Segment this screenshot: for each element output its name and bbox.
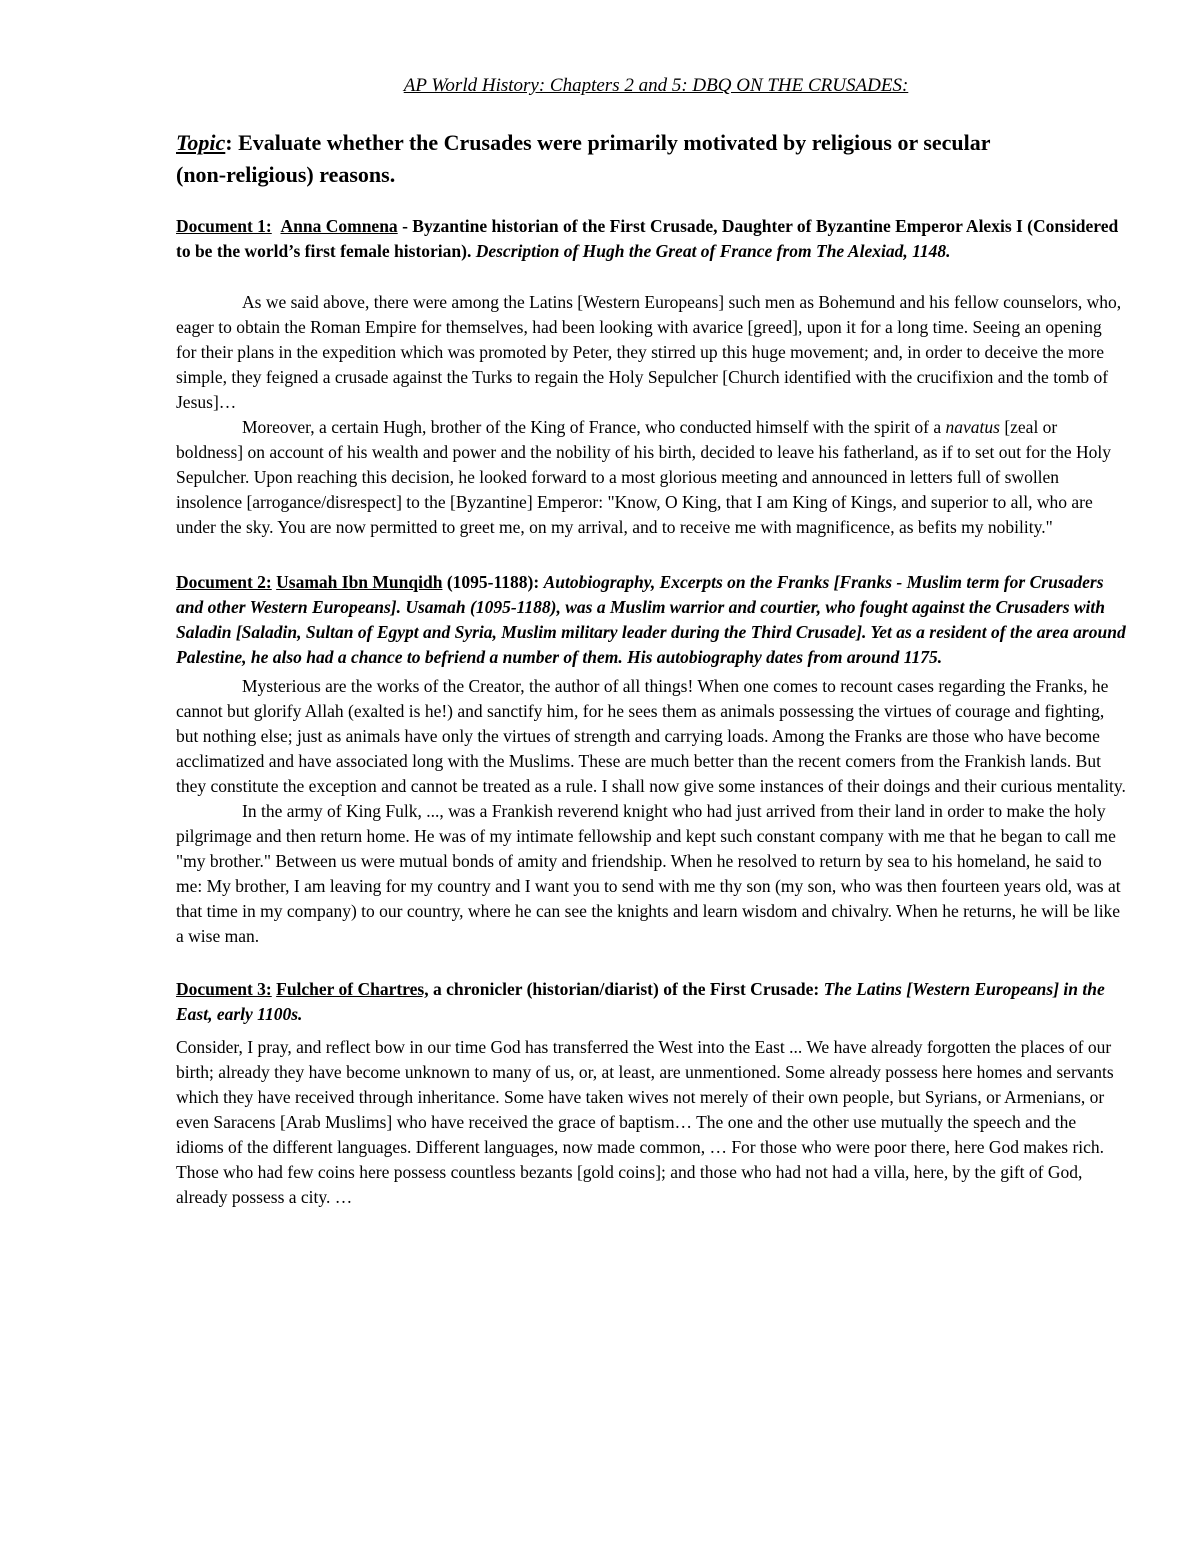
document-1-paragraph-1: As we said above, there were among the Latins [Western Europeans] such men as Bohemund and his fellow counselors, who, eager to obtain the Roman Empire for themselves, had been looking with avarice [greed], upon it for a long time. Seeing an opening for their plans in the expedition which was promoted by Peter, they stirred up this huge movement; and, in order to deceive the more simple, they feigned a crusade against the Turks to regain the Holy Sepulcher [Church identified with the crucifixion and the tomb of Jesus]… [176,292,1122,412]
page-title: AP World History: Chapters 2 and 5: DBQ ON THE CRUSADES: [403,75,909,96]
document-1-description: - Byzantine historian of the First Crusade, Daughter of Byzantine Emperor Alexis I (Considered to be the world’s first female historian). [176,216,1119,261]
document-3-label: Document 3: [176,979,272,999]
document-3-paragraph-1: Consider, I pray, and reflect bow in our time God has transferred the West into the East ... We have already forgotten the places of our birth; already they have become unknown to many of us, or, at least, are unmentioned. Some already possess here homes and servants which they have received through inheritance. Some have taken wives not merely of their own people, but Syrians, or Armenians, or even Saracens [Arab Muslims] who have received the grace of baptism… The one and the other use mutually the speech and the idioms of the different languages. Different languages, now made common, … For those who were poor there, here God makes rich. Those who had few coins here possess countless bezants [gold coins]; and those who had not had a villa, here, by the gift of God, already possess a city. … [176,1037,1114,1207]
document-3-source: The Latins [Western Europeans] in the East, early 1100s. [176,979,1105,1024]
document-page [176,74,1126,1210]
document-2-author: Usamah Ibn Munqidh [276,572,443,592]
document-3-header [176,977,1126,1027]
document-2-label: Document 2: [176,572,272,592]
document-3-author: Fulcher of Chartres, [276,979,429,999]
topic-prompt [176,127,996,191]
document-2-source: Autobiography, Excerpts on the Franks [Franks - Muslim term for Crusaders and other Western Europeans]. Usamah (1095-1188), was a Muslim warrior and courtier, who fought against the Crusaders with Saladin [Saladin, Sultan of Egypt and Syria, Muslim military leader during the Third Crusade]. Yet as a resident of the area around Palestine, he also had a chance to befriend a number of them. His autobiography dates from around 1175. [176,572,1126,667]
document-3-description: a chronicler (historian/diarist) of the First Crusade: [428,979,824,999]
document-1-header [176,214,1126,264]
document-1-label: Document 1: [176,216,272,236]
document-1-term: navatus [945,417,1000,437]
document-1-paragraph-2 [176,415,1126,540]
document-2-header [176,570,1126,670]
document-2-paragraph-1: Mysterious are the works of the Creator, the author of all things! When one comes to recount cases regarding the Franks, he cannot but glorify Allah (exalted is he!) and sanctify him, for he sees them as animals possessing the virtues of courage and fighting, but nothing else; just as animals have only the virtues of strength and carrying loads. Among the Franks are those who have become acclimatized and have associated long with the Muslims. These are much better than the recent comers from the Frankish lands. But they constitute the exception and cannot be treated as a rule. I shall now give some instances of their doings and their curious mentality. [176,676,1126,796]
document-1-paragraph-2-start: Moreover, a certain Hugh, brother of the King of France, who conducted himself with the spirit of a [242,417,946,437]
document-2-paragraph-2: In the army of King Fulk, ..., was a Frankish reverend knight who had just arrived from their land in order to make the holy pilgrimage and then return home. He was of my intimate fellowship and kept such constant company with me that he began to call me "my brother." Between us were mutual bonds of amity and friendship. When he resolved to return by sea to his homeland, he said to me: My brother, I am leaving for my country and I want you to send with me thy son (my son, who was then fourteen years old, was at that time in my company) to our country, where he can see the knights and learn wisdom and chivalry. When he returns, he will be like a wise man. [176,801,1121,946]
topic-text: Evaluate whether the Crusades were primarily motivated by religious or secular (non-religious) reasons. [176,130,991,187]
document-1-paragraph-2-end: [zeal or boldness] on account of his wealth and power and the nobility of his birth, decided to leave his fatherland, as if to set out for the Holy Sepulcher. Upon reaching this decision, he looked forward to a most glorious meeting and announced in letters full of swollen insolence [arrogance/disrespect] to the [Byzantine] Emperor: "Know, O King, that I am King of Kings, and superior to all, who are under the sky. You are now permitted to greet me, on my arrival, and to receive me with magnificence, as befits my nobility." [176,417,1112,537]
document-1-author: Anna Comnena [280,216,398,236]
topic-colon: : [225,130,233,155]
topic-label: Topic [176,130,226,155]
document-2-dates: (1095-1188): [442,572,544,592]
document-1-source: Description of Hugh the Great of France from The Alexiad, 1148. [475,241,951,261]
